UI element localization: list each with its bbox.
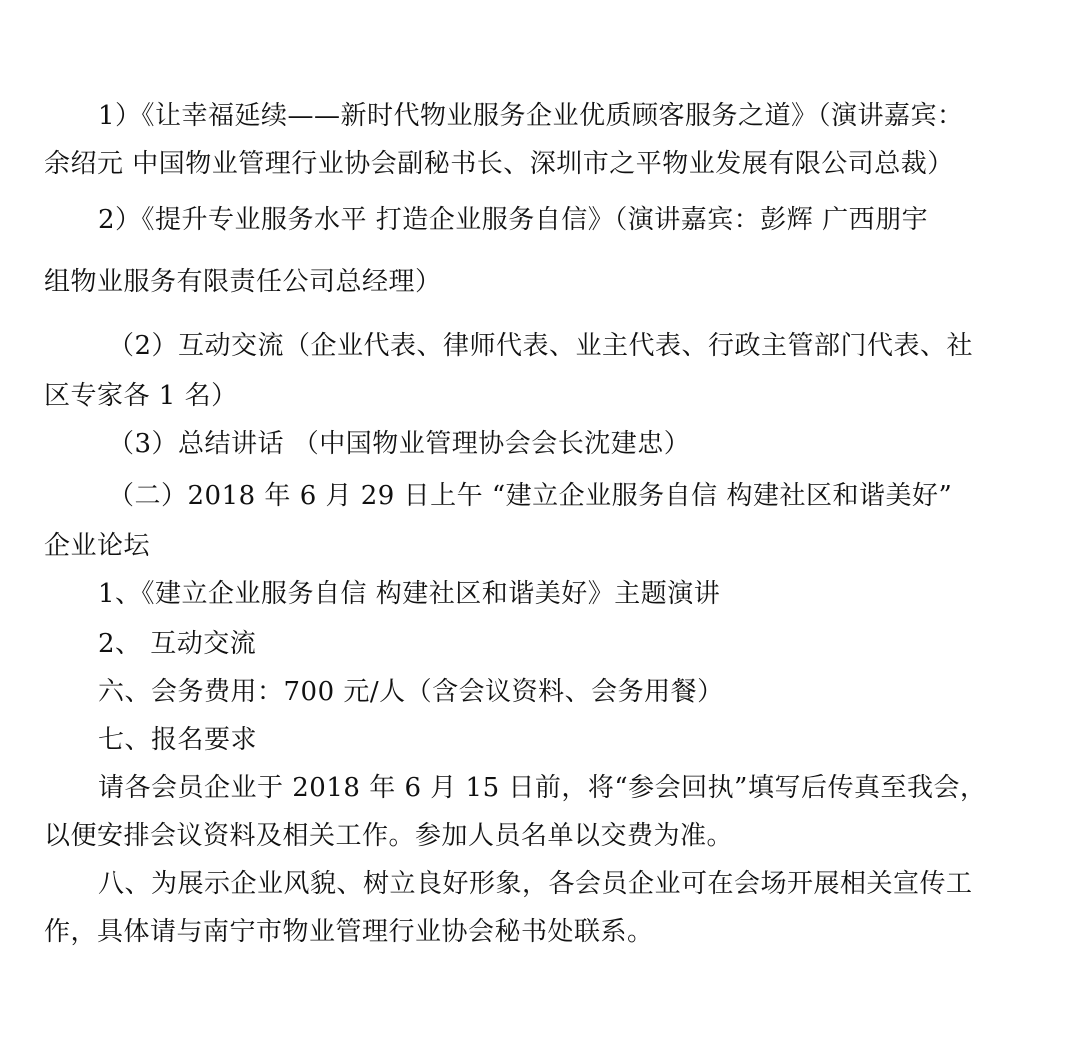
forum-heading-line-2: 企业论坛	[44, 531, 151, 561]
forum-item-2: 2、 互动交流	[98, 629, 257, 659]
section-fees: 六、会务费用：700 元/人（含会议资料、会务用餐）	[98, 677, 724, 707]
forum-heading-line-1: （二）2018 年 6 月 29 日上午 “建立企业服务自信 构建社区和谐美好”	[108, 481, 953, 511]
registration-text-line-2: 以便安排会议资料及相关工作。参加人员名单以交费为准。	[44, 821, 734, 851]
section-promotion-line-1: 八、为展示企业风貌、树立良好形象，各会员企业可在会场开展相关宣传工	[98, 869, 973, 899]
section-promotion-line-2: 作，具体请与南宁市物业管理行业协会秘书处联系。	[44, 917, 654, 947]
registration-text-line-1: 请各会员企业于 2018 年 6 月 15 日前，将“参会回执”填写后传真至我会，	[98, 773, 987, 803]
speech-2-line-2: 组物业服务有限责任公司总经理）	[44, 267, 442, 297]
interaction-line-2: 区专家各 1 名）	[44, 381, 238, 411]
forum-item-1: 1、《建立企业服务自信 构建社区和谐美好》主题演讲	[98, 579, 721, 609]
summary-speech-line: （3）总结讲话 （中国物业管理协会会长沈建忠）	[108, 429, 691, 459]
speech-1-line-2: 余绍元 中国物业管理行业协会副秘书长、深圳市之平物业发展有限公司总裁）	[44, 149, 954, 179]
speech-1-line-1: 1）《让幸福延续——新时代物业服务企业优质顾客服务之道》（演讲嘉宾：	[98, 101, 964, 131]
speech-2-line-1: 2）《提升专业服务水平 打造企业服务自信》（演讲嘉宾：彭辉 广西朋宇	[98, 205, 929, 235]
section-registration-heading: 七、报名要求	[98, 725, 258, 755]
interaction-line-1: （2）互动交流（企业代表、律师代表、业主代表、行政主管部门代表、社	[108, 331, 974, 361]
